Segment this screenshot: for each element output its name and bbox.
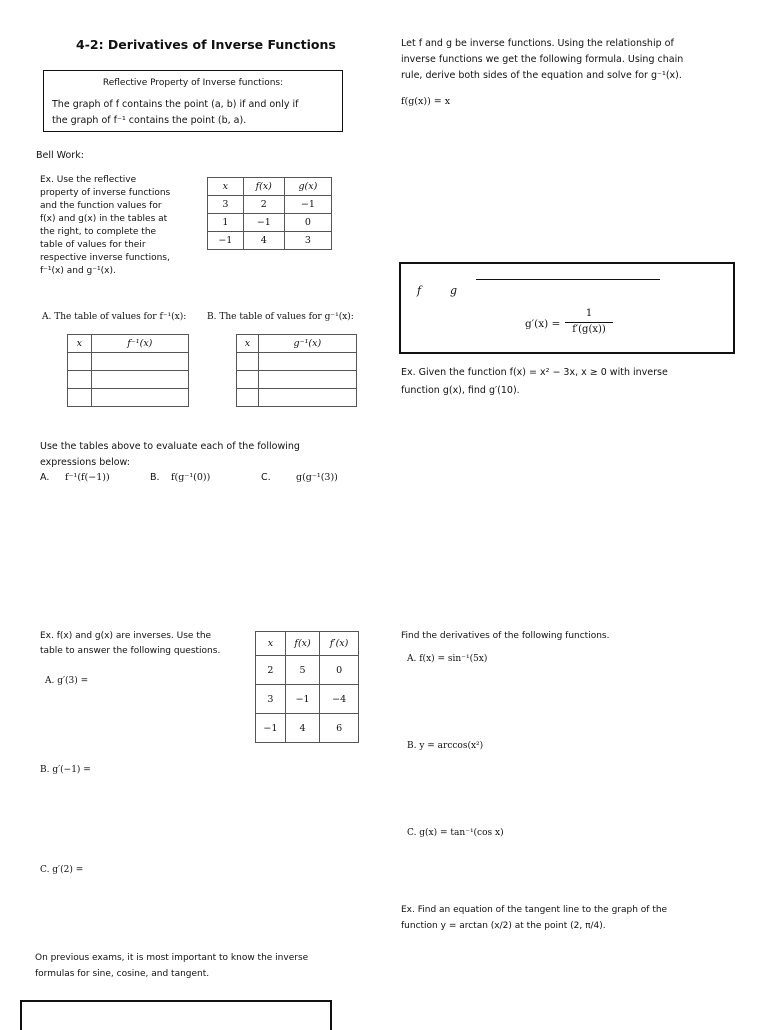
- table-cell[interactable]: [91, 389, 188, 407]
- example1-line: table of values for their: [40, 240, 146, 250]
- table-row: [256, 685, 359, 714]
- table-row[interactable]: [237, 353, 357, 371]
- table-row[interactable]: [68, 353, 189, 371]
- inverse-formulas-box: [20, 1000, 332, 1030]
- formula-numerator: 1: [585, 308, 593, 319]
- example1-line: respective inverse functions,: [40, 253, 170, 263]
- inverse-equation: f(g(x)) = x: [401, 96, 451, 107]
- table-row[interactable]: [237, 371, 357, 389]
- table-cell[interactable]: [91, 371, 188, 389]
- intro-line-3: rule, derive both sides of the equation and solve for g⁻¹(x).: [401, 70, 682, 81]
- table-cell: −1: [285, 685, 319, 714]
- question-c: C. g′(2) =: [40, 865, 84, 875]
- table-cell: 4: [285, 714, 319, 743]
- table-cell[interactable]: [237, 371, 259, 389]
- evaluate-c-expression: g(g⁻¹(3)): [296, 472, 338, 483]
- table-header: g(x): [284, 178, 331, 196]
- question-a: A. g′(3) =: [45, 676, 89, 686]
- exams-line-2: formulas for sine, cosine, and tangent.: [35, 969, 210, 979]
- example1-line: Ex. Use the reflective: [40, 175, 137, 185]
- example1-line: and the function values for: [40, 201, 162, 211]
- evaluate-line-1: Use the tables above to evaluate each of the following: [40, 441, 300, 452]
- table-header: x: [208, 178, 244, 196]
- example3-line-2: function g(x), find g′(10).: [401, 385, 520, 396]
- derivative-a: A. f(x) = sin⁻¹(5x): [407, 654, 488, 664]
- g-label: g: [450, 284, 458, 297]
- table-row[interactable]: [237, 389, 357, 407]
- example1-text: [40, 174, 210, 278]
- answer-line: [476, 279, 660, 280]
- table-cell: 5: [285, 656, 319, 685]
- table-cell[interactable]: [258, 353, 356, 371]
- table-header: f(x): [285, 632, 319, 656]
- bell-work-label: Bell Work:: [36, 150, 84, 161]
- exams-line-1: On previous exams, it is most important to know the inverse: [35, 953, 309, 963]
- table-row: [208, 214, 332, 232]
- table-cell[interactable]: [237, 389, 259, 407]
- table-cell: −4: [320, 685, 359, 714]
- page-title: 4-2: Derivatives of Inverse Functions: [76, 37, 336, 52]
- table-cell: 1: [208, 214, 244, 232]
- derivatives-heading: Find the derivatives of the following functions.: [401, 631, 610, 641]
- table-cell: 3: [284, 232, 331, 250]
- table-cell[interactable]: [237, 353, 259, 371]
- evaluate-c-label: C.: [261, 472, 271, 483]
- table-cell: −1: [284, 196, 331, 214]
- example1-line: f⁻¹(x) and g⁻¹(x).: [40, 266, 116, 276]
- evaluate-b-expression: f(g⁻¹(0)): [171, 472, 211, 483]
- example1-line: the right, to complete the: [40, 227, 157, 237]
- intro-line-1: Let f and g be inverse functions. Using the relationship of: [401, 38, 674, 49]
- example2-line-1: Ex. f(x) and g(x) are inverses. Use the: [40, 631, 212, 641]
- evaluate-a-expression: f⁻¹(f(−1)): [65, 472, 110, 483]
- example2-line-2: table to answer the following questions.: [40, 646, 221, 656]
- reflective-line-1: The graph of f contains the point (a, b) if and only if: [52, 99, 299, 110]
- f-derivative-table: [255, 631, 359, 743]
- example3-line-1: Ex. Given the function f(x) = x² − 3x, x ≥ 0 with inverse: [401, 367, 668, 378]
- table-cell[interactable]: [68, 389, 92, 407]
- table-cell: −1: [243, 214, 284, 232]
- table-cell: 2: [243, 196, 284, 214]
- table-row[interactable]: [68, 389, 189, 407]
- inverse-f-table: [67, 334, 189, 407]
- table-row: [208, 196, 332, 214]
- table-row[interactable]: [68, 371, 189, 389]
- formula-lhs: g′(x) =: [525, 318, 561, 330]
- table-cell[interactable]: [258, 389, 356, 407]
- table-cell: 0: [284, 214, 331, 232]
- table-cell: 0: [320, 656, 359, 685]
- derivative-b: B. y = arccos(x²): [407, 741, 484, 751]
- intro-line-2: inverse functions we get the following formula. Using chain: [401, 54, 684, 65]
- table-cell[interactable]: [68, 353, 92, 371]
- table-row: [256, 714, 359, 743]
- reflective-property-box: [43, 70, 343, 132]
- table-cell: 3: [208, 196, 244, 214]
- evaluate-line-2: expressions below:: [40, 457, 130, 468]
- table-cell[interactable]: [68, 371, 92, 389]
- table-header: x: [237, 335, 259, 353]
- table-cell: 6: [320, 714, 359, 743]
- f-label: f: [417, 284, 422, 297]
- table-row: [256, 656, 359, 685]
- table-header: f(x): [243, 178, 284, 196]
- reflective-heading: Reflective Property of Inverse functions:: [102, 78, 284, 88]
- fg-values-table: [207, 177, 332, 250]
- tangent-line-1: Ex. Find an equation of the tangent line to the graph of the: [401, 905, 668, 915]
- table-row: [208, 232, 332, 250]
- table-cell[interactable]: [258, 371, 356, 389]
- tangent-line-2: function y = arctan (x/2) at the point (2, π/4).: [401, 921, 606, 931]
- formula-denominator: f′(g(x)): [572, 324, 606, 335]
- table-cell[interactable]: [91, 353, 188, 371]
- example1-line: property of inverse functions: [40, 188, 171, 198]
- table-cell: −1: [256, 714, 286, 743]
- evaluate-a-label: A.: [40, 472, 50, 483]
- inverse-g-table: [236, 334, 357, 407]
- part-a-label: A. The table of values for f⁻¹(x):: [42, 312, 187, 322]
- table-header: g⁻¹(x): [258, 335, 356, 353]
- question-b: B. g′(−1) =: [40, 765, 91, 775]
- table-cell: 4: [243, 232, 284, 250]
- reflective-line-2: the graph of f⁻¹ contains the point (b, a).: [52, 115, 247, 126]
- part-b-label: B. The table of values for g⁻¹(x):: [207, 312, 354, 322]
- table-cell: 2: [256, 656, 286, 685]
- derivative-formula-box: [399, 262, 735, 354]
- table-cell: 3: [256, 685, 286, 714]
- evaluate-b-label: B.: [150, 472, 160, 483]
- derivative-c: C. g(x) = tan⁻¹(cos x): [407, 828, 504, 838]
- table-cell: −1: [208, 232, 244, 250]
- table-header: f⁻¹(x): [91, 335, 188, 353]
- table-header: f′(x): [320, 632, 359, 656]
- example1-line: f(x) and g(x) in the tables at: [40, 214, 168, 224]
- table-header: x: [68, 335, 92, 353]
- table-header: x: [256, 632, 286, 656]
- fraction-bar: [565, 322, 613, 323]
